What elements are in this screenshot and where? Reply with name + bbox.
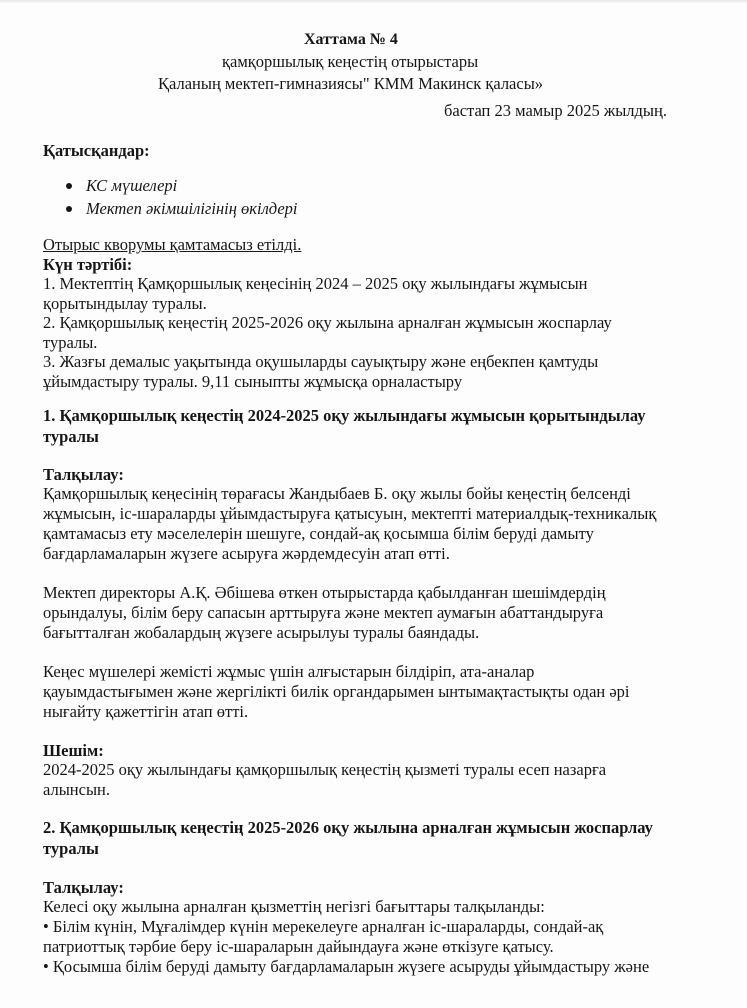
decision-line: 2024-2025 оқу жылындағы қамқоршылық кеңестің қызметі туралы есеп назарға	[43, 760, 607, 779]
paragraph-line: қамтамасыз ету мәселелерін шешуге, сондай-ақ қосымша білім беруді дамыту	[43, 524, 594, 543]
discussion-label: Талқылау:	[43, 465, 124, 484]
participants-heading: Қатысқандар:	[43, 141, 150, 160]
section-2-heading: 2. Қамқоршылық кеңестің 2025-2026 оқу жылына арналған жұмысын жоспарлау	[43, 818, 653, 837]
paragraph-line: жұмысын, іс-шараларды ұйымдастыруға қатысуын, мектепті материалдық-техникалық	[43, 504, 657, 523]
bullet-dot	[66, 206, 72, 212]
paragraph-line: Келесі оқу жылына арналған қызметтің негізгі бағыттары талқыланды:	[43, 897, 545, 916]
decision-label: Шешім:	[43, 741, 104, 760]
agenda-line: ұйымдастыру туралы. 9,11 сыныпты жұмысқа орналастыру	[43, 372, 463, 391]
decision-line: алынсын.	[43, 780, 110, 799]
discussion-label: Талқылау:	[43, 878, 124, 897]
header-line-1: қамқоршылық кеңестің отырыстары	[222, 52, 479, 71]
paragraph-line: Мектеп директоры А.Қ. Әбішева өткен отырыстарда қабылданған шешімдердің	[43, 583, 606, 602]
paragraph-line: бағдарламаларын жүзеге асыруға жәрдемдесуін атап өтті.	[43, 544, 450, 563]
document-title: Хаттама № 4	[304, 31, 398, 48]
section-1-heading: 1. Қамқоршылық кеңестің 2024-2025 оқу жылындағы жұмысын қорытындылау	[43, 406, 646, 425]
agenda-heading: Күн тәртібі:	[43, 255, 133, 274]
bullet-line: • Қосымша білім беруді дамыту бағдарламаларын жүзеге асыруды ұйымдастыру және	[43, 957, 650, 976]
paragraph-line: патриоттық тәрбие беру іс-шараларын дайындауға және өткізуге қатысу.	[43, 937, 554, 956]
agenda-line: 2. Қамқоршылық кеңестің 2025-2026 оқу жылына арналған жұмысын жоспарлау	[43, 313, 612, 332]
scan-edge	[0, 0, 747, 4]
paragraph-line: Қамқоршылық кеңесінің төрағасы Жандыбаев Б. оқу жылы бойы кеңестің белсенді	[43, 484, 631, 503]
section-1-heading: туралы	[43, 427, 99, 446]
paragraph-line: бағытталған жобалардың жүзеге асырылуы туралы баяндады.	[43, 623, 480, 642]
paragraph-line: қауымдастығымен және жергілікті билік органдарымен ынтымақтастықты одан әрі	[43, 682, 630, 701]
meeting-date: бастап 23 мамыр 2025 жылдың.	[444, 101, 667, 120]
participant-item: КС мүшелері	[86, 176, 178, 195]
agenda-line: туралы.	[43, 333, 98, 352]
agenda-line: 3. Жазғы демалыс уақытында оқушыларды сауықтыру және еңбекпен қамтуды	[43, 352, 599, 371]
agenda-line: қорытындылау туралы.	[43, 294, 207, 313]
bullet-line: • Білім күнін, Мұғалімдер күнін мерекелеуге арналған іс-шараларды, сондай-ақ	[43, 917, 604, 936]
bullet-dot	[66, 183, 72, 189]
participant-item: Мектеп әкімшілігінің өкілдері	[86, 199, 298, 218]
section-2-heading: туралы	[43, 839, 99, 858]
paragraph-line: Кеңес мүшелері жемісті жұмыс үшін алғыстарын білдіріп, ата-аналар	[43, 662, 535, 681]
paragraph-line: нығайту қажеттігін атап өтті.	[43, 702, 249, 721]
paragraph-line: орындалуы, білім беру сапасын арттыруға және мектеп аумағын абаттандыруға	[43, 603, 604, 622]
quorum-note: Отырыс кворумы қамтамасыз етілді.	[43, 235, 302, 254]
header-line-2: Қаланың мектеп-гимназиясы" КММ Макинск қаласы»	[158, 74, 544, 93]
agenda-line: 1. Мектептің Қамқоршылық кеңесінің 2024 – 2025 оқу жылындағы жұмысын	[43, 274, 588, 293]
